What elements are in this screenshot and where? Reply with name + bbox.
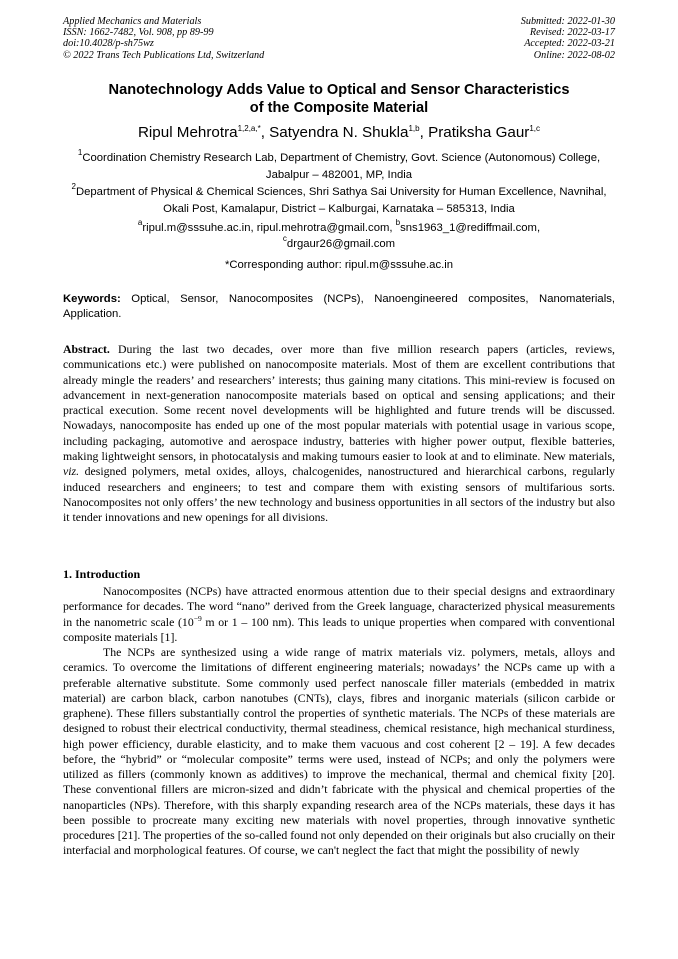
journal-copyright: © 2022 Trans Tech Publications Ltd, Switzerland — [63, 49, 265, 61]
journal-issn: ISSN: 1662-7482, Vol. 908, pp 89-99 — [63, 27, 214, 39]
affiliation-text: Coordination Chemistry Research Lab, Department of Chemistry, Govt. Science (Autonomous) College, Jabalpur – 482001, MP, India — [82, 152, 601, 181]
paragraph-text: Nanocomposites (NCPs) have attracted enormous attention due to their special designs and extraordinary performance for decades. The word “nano” derived from the Greek language, characterized physical measurements in the nanometric scale (10 — [63, 584, 615, 629]
abstract-label: Abstract. — [63, 342, 110, 356]
exponent: −9 — [193, 613, 202, 623]
abstract-text-cont: designed polymers, metal oxides, alloys, chalcogenides, nanostructured and hierarchical carbons, regularly induced researchers and engineers; to test and compare them with existing sensors of multifarious sorts. Nanocomposites not only offers’ the new technology and business opportunities in all sectors of the industry but also it tender innovations and new openings for all divisions. — [63, 464, 615, 525]
title-line-1: Nanotechnology Adds Value to Optical and Sensor Characteristics — [108, 82, 570, 98]
date-submitted: Submitted: 2022-01-30 — [520, 16, 615, 27]
author-emails — [58, 218, 620, 252]
email-b[interactable]: sns1963_1@rediffmail.com, — [400, 222, 541, 234]
author-list — [40, 124, 638, 142]
email-mark: b — [395, 218, 401, 227]
section-heading: 1. Introduction — [63, 567, 141, 581]
affiliation-mark: 2 — [71, 182, 76, 191]
author-name: Satyendra N. Shukla — [269, 124, 409, 141]
paragraph: The NCPs are synthesized using a wide range of matrix materials viz. polymers, metals, alloys and ceramics. To overcome the limitations of different engineering materials; nowadays’ the NCPs came up with a preferable alternative substitute. Some commonly used perfect nanoscale filler materials (embedded in matrix material) are carbon black, carbon nanotubes (CNTs), clays, fibres and inorganic materials (silicon carbide or graphene). These fillers substantially control the properties of synthetic materials. The NCPs of these materials are designed to robust their electrical conductivity, thermal steadiness, chemical resistance, high mechanical sturdiness, high power efficiency, durable elasticity, and to make them vacuous and cost coherent [2 – 19]. A few decades before, the “hybrid” or “molecular composite” terms were used, instead of NCPs; and only the polymers were utilized as fillers (commonly known as additives) to improve the mechanical, thermal and chemical fixity [20]. These conventional fillers are micron-sized and didn’t fabricate with the physical and chemical properties of the nanoparticles (NPs). Therefore, with this sharply expanding research area of the NCPs materials, these days it has been possible to procreate many exciting new materials with novel properties, through innovative synthetic procedures [21]. The properties of the so-called found not only depended on their originals but also crucially on their interfacial and morphological features. Of course, we can't neglect the fact that might the possibility of newly — [63, 645, 615, 858]
date-revised: Revised: 2022-03-17 — [529, 27, 615, 39]
paragraph — [63, 584, 615, 645]
keywords-label: Keywords: — [63, 293, 121, 305]
abstract — [63, 342, 615, 526]
date-accepted: Accepted: 2022-03-21 — [524, 38, 615, 50]
paragraph-text-cont: m or 1 – 100 nm). This leads to unique properties when compared with conventional composite materials [1]. — [63, 614, 615, 644]
keywords-text: Optical, Sensor, Nanocomposites (NCPs), Nanoengineered composites, Nanomaterials, Application. — [63, 293, 616, 321]
journal-info — [63, 16, 264, 61]
abstract-viz: viz. — [63, 464, 80, 479]
affiliation-mark: 1 — [77, 148, 83, 157]
author-separator: , — [260, 124, 270, 141]
abstract-text: During the last two decades, over more than five million research papers (articles, reviews, communications etc.) were published on nanocomposite materials. Most of them are excellent contributions that already mingle the readers’ and researchers’ interests; thus gaining many citations. This mini-review is focused on advancement in next-generation nanocomposite materials based on optical and sensing applications; and their practical execution. Some recent novel developments will be highlighted and future trends will be discussed. Nowadays, nanocomposite has ended up one of the most popular materials with potential usage in various scope, including packaging, automotive and aerospace industry, batteries with higher power output, flexible batteries, making lightweight sensors, in photocatalysis and making tumours easier to look at and to eliminate. New materials, — [63, 342, 615, 464]
journal-doi: doi:10.4028/p-sh75wz — [63, 38, 154, 50]
email-mark: a — [137, 218, 143, 227]
submission-dates — [521, 16, 615, 61]
date-online: Online: 2022-08-02 — [533, 49, 615, 61]
introduction-body — [63, 584, 615, 859]
title-line-2: of the Composite Material — [249, 99, 429, 116]
author-affiliation-mark: 1,c — [529, 124, 541, 133]
email-c[interactable]: drgaur26@gmail.com — [286, 237, 396, 250]
email-a[interactable]: ripul.m@sssuhe.ac.in, ripul.mehrotra@gmail.com, — [142, 222, 396, 234]
author-separator: , — [419, 124, 429, 141]
affiliation-1 — [58, 150, 620, 183]
journal-name: Applied Mechanics and Materials — [63, 16, 202, 27]
paper-title — [63, 82, 615, 117]
affiliation-2 — [58, 184, 620, 217]
author-affiliation-mark: 1,b — [408, 124, 420, 133]
author-name: Pratiksha Gaur — [428, 124, 530, 141]
author-affiliation-mark: 1,2,a,* — [237, 124, 261, 133]
author-name: Ripul Mehrotra — [137, 124, 238, 141]
corresponding-author: *Corresponding author: ripul.m@sssuhe.ac.in — [224, 259, 454, 271]
keywords — [63, 292, 615, 322]
email-mark: c — [282, 233, 287, 243]
affiliation-text: Department of Physical & Chemical Sciences, Shri Sathya Sai University for Human Excellence, Navnihal, Okali Post, Kamalapur, District – Kalburgai, Karnataka – 585313, India — [75, 186, 607, 215]
